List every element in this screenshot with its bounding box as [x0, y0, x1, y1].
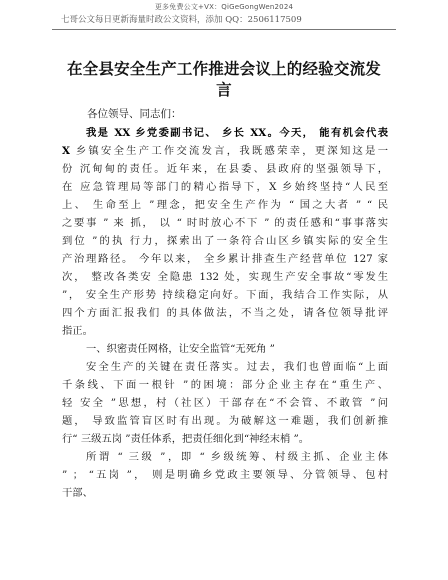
paragraph-1-line: 指正。: [62, 325, 93, 337]
title-line-1: 在全县安全生产工作推进会议上的经验交流发: [66, 60, 381, 78]
header-note: 七哥公文每日更新海量时政公文资料，添加 QQ：2506117509: [61, 15, 302, 25]
paragraph-3-line: ” ； “五岗 ”， 则是明确乡党政主要领导、分管领导、包村: [62, 469, 388, 481]
paragraph-2-line: 行“ 三级五岗 ”责任体系，把责任细化到“神经末梢 ”。: [62, 433, 310, 445]
document-body: [62, 124, 388, 502]
header-divider: [52, 29, 396, 30]
paragraph-3: [62, 448, 388, 502]
paragraph-1-line: 份 沉甸甸的责任。近年来，在县委、县政府的坚强领导下，: [62, 163, 388, 175]
document-title: [62, 59, 386, 101]
paragraph-3-line: 干部、: [62, 487, 93, 499]
paragraph-1-line: 我是 XX 乡党委副书记、 乡长 XX。今天， 能有机会代表: [86, 127, 388, 139]
greeting: 各位领导、同志们：: [87, 108, 182, 120]
paragraph-1-line: 产治理路径。 今年以来， 全乡累计排查生产经营单位 127 家: [62, 253, 388, 265]
paragraph-2-line: 题， 导致监管盲区时有出现。为破解这一难题，我们创新推: [62, 415, 388, 427]
paragraph-1-line: 四个方面汇报我们 的具体做法，不当之处，请各位领导批评: [62, 307, 388, 319]
paragraph-1-line: ”， 安全生产形势 持续稳定向好。下面，我结合工作实际，从: [62, 289, 388, 301]
paragraph-1-line: X 乡镇安全生产工作交流发言，我既感荣幸，更深知这是一: [62, 145, 388, 157]
paragraph-1-line: 上、 生命至上 ”理念，把安全生产作为 “ 国之大者 ” “ 民: [62, 199, 388, 211]
paragraph-1-line: 次， 整改各类安 全隐患 132 处，实现生产安全事故“零发生: [62, 271, 388, 283]
paragraph-1-line: 在 应急管理局等部门的精心指导下，X 乡始终坚持“人民至: [62, 181, 388, 193]
paragraph-3-line: 所谓 “ 三级 ”，即 “ 乡级统筹、村级主抓、企业主体: [86, 451, 388, 463]
paragraph-1-line: 到位 ”的执 行力，探索出了一条符合山区乡镇实际的安全生: [62, 235, 388, 247]
title-line-2: 言: [216, 81, 232, 99]
paragraph-2-line: 千条线、下面一根针 ”的困境：部分企业主存在“重生产、: [62, 379, 388, 391]
paragraph-2-line: 安全生产的关键在责任落实。过去，我们也曾面临“上面: [86, 361, 388, 373]
section-heading-1: 一、织密责任网格，让安全监管“无死角 ”: [86, 343, 275, 355]
top-banner: 更多免费公文+VX：QiGeGongWen2024: [154, 3, 294, 11]
paragraph-1-line: 之要事 ” 来 抓， 以 “ 时时放心不下 ” 的责任感和“事事落实: [62, 217, 388, 229]
paragraph-2: [62, 358, 388, 448]
paragraph-2-line: 轻 安全 ”思想，村（社区）干部存在“不会管、不敢管 ”问: [62, 397, 388, 409]
paragraph-1: [62, 124, 388, 340]
